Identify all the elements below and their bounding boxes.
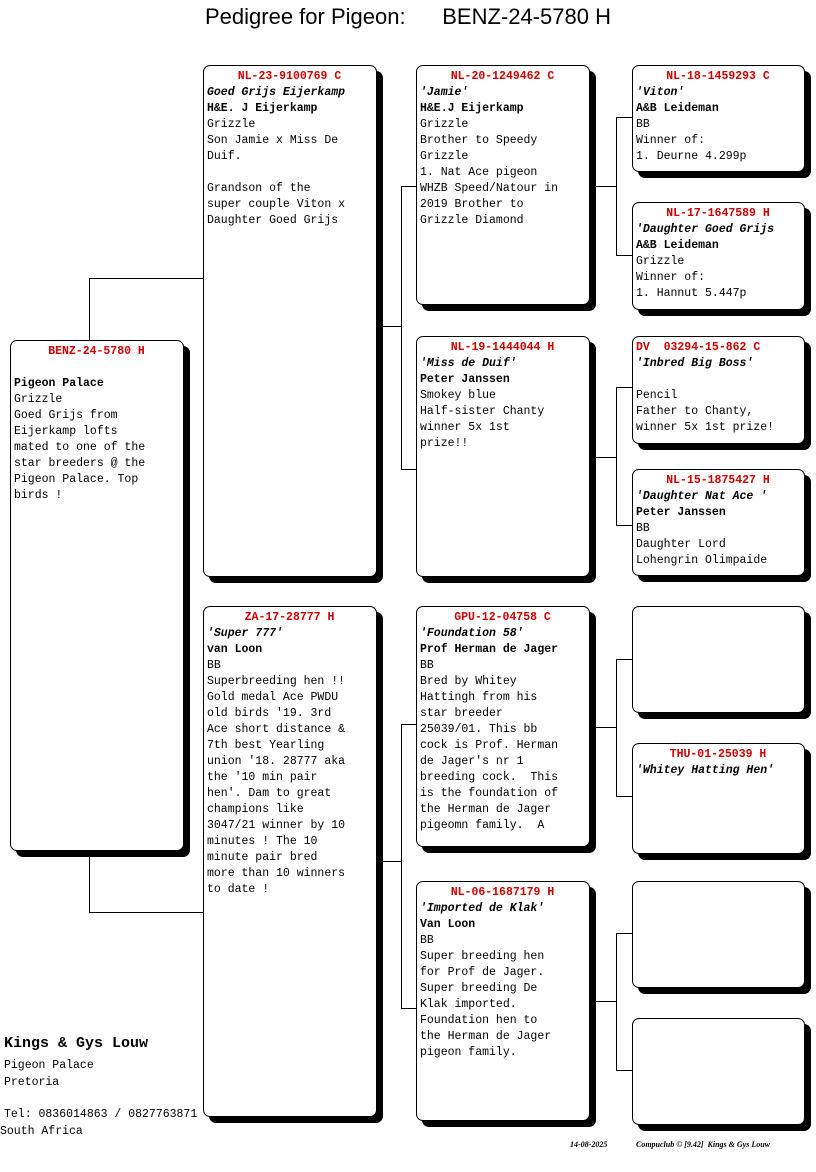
info-line: Half-sister Chanty bbox=[420, 405, 545, 418]
connector bbox=[590, 186, 616, 187]
info-line: the Herman de Jager bbox=[420, 1030, 552, 1043]
connector bbox=[590, 1001, 616, 1002]
info-line: is the foundation of bbox=[420, 787, 559, 800]
sd-dam-card[interactable] bbox=[632, 469, 805, 576]
info-line: cock is Prof. Herman bbox=[420, 739, 559, 752]
pigeon-name: 'Miss de Duif' bbox=[420, 357, 517, 370]
info-line: winner 5x 1st bbox=[420, 421, 510, 434]
info-line: Goed Grijs from bbox=[14, 409, 118, 422]
breeder-name: Prof Herman de Jager bbox=[420, 643, 559, 656]
ring-number: NL-06-1687179 H bbox=[450, 886, 555, 899]
connector bbox=[590, 457, 616, 458]
pigeon-name: 'Viton' bbox=[636, 86, 685, 99]
ring-number: BENZ-24-5780 H bbox=[48, 345, 145, 358]
info-line: Grizzle bbox=[636, 255, 685, 268]
pigeon-name: 'Jamie' bbox=[420, 86, 469, 99]
breeder-name: A&B Leideman bbox=[636, 102, 719, 115]
info-line bbox=[207, 165, 372, 181]
info-line: Brother to Speedy bbox=[420, 134, 538, 147]
info-line: Grizzle bbox=[420, 150, 469, 163]
info-line: 1. Hannut 5.447p bbox=[636, 287, 747, 300]
ring-number: NL-23-9100769 C bbox=[237, 70, 342, 83]
info-line: BB bbox=[636, 522, 650, 535]
info-line: Super breeding hen bbox=[420, 950, 545, 963]
info-line: union '18. 28777 aka bbox=[207, 755, 346, 768]
info-line: Superbreeding hen !! bbox=[207, 675, 346, 688]
owner-name: Kings & Gys Louw bbox=[4, 1035, 149, 1052]
owner-tel: Tel: 0836014863 / 0827763871 bbox=[4, 1108, 198, 1121]
ring-number: GPU-12-04758 C bbox=[454, 611, 551, 624]
info-line: hen'. Dam to great bbox=[207, 787, 332, 800]
info-line: to date ! bbox=[207, 883, 270, 896]
software-credit: Compuclub © [9.42] Kings & Gys Louw bbox=[636, 1140, 770, 1149]
info-line: 1. Deurne 4.299p bbox=[636, 150, 747, 163]
dam-card[interactable] bbox=[203, 606, 377, 1117]
info-line: Pencil bbox=[636, 389, 678, 402]
pigeon-name: 'Foundation 58' bbox=[420, 627, 524, 640]
info-line: Lohengrin Olimpaide bbox=[636, 554, 768, 567]
connector bbox=[89, 852, 205, 913]
info-line: Grizzle bbox=[420, 118, 469, 131]
info-line: Son Jamie x Miss De bbox=[207, 134, 339, 147]
info-line: Duif. bbox=[207, 150, 242, 163]
info-line: Super breeding De bbox=[420, 982, 538, 995]
pigeon-name: Goed Grijs Eijerkamp bbox=[207, 86, 346, 99]
info-line: pigeon family. bbox=[420, 1046, 517, 1059]
ds-sire-card[interactable] bbox=[632, 606, 805, 713]
info-line: Grizzle bbox=[207, 118, 256, 131]
pigeon-name: 'Daughter Nat Ace ' bbox=[636, 490, 768, 503]
owner-country: South Africa bbox=[0, 1125, 83, 1138]
info-line: Pigeon Palace bbox=[14, 377, 104, 390]
info-line: 2019 Brother to bbox=[420, 198, 524, 211]
ds-dam-card[interactable] bbox=[632, 743, 805, 854]
info-line: Winner of: bbox=[636, 271, 706, 284]
ss-dam-card[interactable] bbox=[632, 202, 805, 310]
info-line: Winner of: bbox=[636, 134, 706, 147]
info-line: Hattingh from his bbox=[420, 691, 538, 704]
print-date: 14-08-2025 bbox=[570, 1140, 608, 1149]
info-line: de Jager's nr 1 bbox=[420, 755, 524, 768]
ring-number: NL-19-1444044 H bbox=[450, 341, 555, 354]
breeder-name: van Loon bbox=[207, 643, 263, 656]
dam-sire-card[interactable] bbox=[416, 606, 590, 847]
ring-number: DV 03294-15-862 C bbox=[636, 341, 761, 354]
info-line: BB bbox=[420, 934, 434, 947]
dam-dam-card[interactable] bbox=[416, 881, 590, 1121]
pigeon-name: 'Super 777' bbox=[207, 627, 283, 640]
ring-number: NL-20-1249462 C bbox=[450, 70, 555, 83]
info-line: Daughter Lord bbox=[636, 538, 726, 551]
sire-dam-card[interactable] bbox=[416, 336, 590, 577]
info-line: Grizzle bbox=[14, 393, 63, 406]
dd-dam-card[interactable] bbox=[632, 1018, 805, 1125]
pigeon-name: 'Daughter Goed Grijs bbox=[636, 223, 775, 236]
info-line: mated to one of the bbox=[14, 441, 146, 454]
breeder-name: Van Loon bbox=[420, 918, 476, 931]
info-line: prize!! bbox=[420, 437, 469, 450]
info-line: birds ! bbox=[14, 489, 63, 502]
info-line: Ace short distance & bbox=[207, 723, 346, 736]
info-line: winner 5x 1st prize! bbox=[636, 421, 775, 434]
info-line: BB bbox=[207, 659, 221, 672]
sire-sire-card[interactable] bbox=[416, 65, 590, 305]
info-line: minute pair bred bbox=[207, 851, 318, 864]
info-line: pigeomn family. A bbox=[420, 819, 545, 832]
breeder-name: H&E.J Eijerkamp bbox=[420, 102, 524, 115]
info-line: BB bbox=[420, 659, 434, 672]
breeder-name: Peter Janssen bbox=[420, 373, 510, 386]
ring-number: NL-17-1647589 H bbox=[666, 207, 770, 220]
info-line: Foundation hen to bbox=[420, 1014, 538, 1027]
owner-city: Pretoria bbox=[4, 1076, 60, 1089]
ring-number: ZA-17-28777 H bbox=[244, 611, 335, 624]
info-line: super couple Viton x bbox=[207, 198, 346, 211]
connector bbox=[377, 326, 401, 327]
info-line: 25039/01. This bb bbox=[420, 723, 538, 736]
pigeon-name: 'Imported de Klak' bbox=[420, 902, 545, 915]
dd-sire-card[interactable] bbox=[632, 881, 805, 988]
info-line: Daughter Goed Grijs bbox=[207, 214, 339, 227]
info-line: Eijerkamp lofts bbox=[14, 425, 118, 438]
info-line: the '10 min pair bbox=[207, 771, 318, 784]
info-line: old birds '19. 3rd bbox=[207, 707, 332, 720]
info-line: the Herman de Jager bbox=[420, 803, 552, 816]
info-line: Father to Chanty, bbox=[636, 405, 754, 418]
info-line: Klak imported. bbox=[420, 998, 517, 1011]
info-line: Gold medal Ace PWDU bbox=[207, 691, 339, 704]
info-line: Grandson of the bbox=[207, 182, 311, 195]
breeder-name: H&E. J Eijerkamp bbox=[207, 102, 318, 115]
pigeon-name: 'Inbred Big Boss' bbox=[636, 357, 754, 370]
info-line: Pigeon Palace. Top bbox=[14, 473, 139, 486]
breeder-name: Peter Janssen bbox=[636, 506, 726, 519]
subject-card[interactable] bbox=[10, 340, 184, 851]
info-line: 3047/21 winner by 10 bbox=[207, 819, 346, 832]
info-line: star breeder bbox=[420, 707, 503, 720]
info-line: for Prof de Jager. bbox=[420, 966, 545, 979]
info-line: breeding cock. This bbox=[420, 771, 559, 784]
info-line: BB bbox=[636, 118, 650, 131]
info-line bbox=[636, 372, 800, 388]
info-line: champions like bbox=[207, 803, 304, 816]
ring-number: THU-01-25039 H bbox=[669, 748, 767, 761]
info-line: 7th best Yearling bbox=[207, 739, 325, 752]
owner-loft: Pigeon Palace bbox=[4, 1059, 94, 1072]
info-line bbox=[14, 360, 179, 376]
info-line: Smokey blue bbox=[420, 389, 496, 402]
info-line: minutes ! The 10 bbox=[207, 835, 318, 848]
sd-sire-card[interactable] bbox=[632, 336, 805, 444]
info-line: 1. Nat Ace pigeon bbox=[420, 166, 538, 179]
info-line: star breeders @ the bbox=[14, 457, 146, 470]
info-line: more than 10 winners bbox=[207, 867, 346, 880]
connector bbox=[89, 278, 205, 341]
ring-number: NL-18-1459293 C bbox=[666, 70, 770, 83]
info-line: Grizzle Diamond bbox=[420, 214, 524, 227]
info-line: Bred by Whitey bbox=[420, 675, 517, 688]
pigeon-name: 'Whitey Hatting Hen' bbox=[636, 764, 775, 777]
breeder-name: A&B Leideman bbox=[636, 239, 719, 252]
page-title: Pedigree for Pigeon: BENZ-24-5780 H bbox=[205, 4, 611, 29]
connector bbox=[590, 727, 616, 728]
ring-number: NL-15-1875427 H bbox=[666, 474, 770, 487]
connector bbox=[377, 861, 401, 862]
sire-card[interactable] bbox=[203, 65, 377, 577]
info-line: WHZB Speed/Natour in bbox=[420, 182, 559, 195]
ss-sire-card[interactable] bbox=[632, 65, 805, 172]
